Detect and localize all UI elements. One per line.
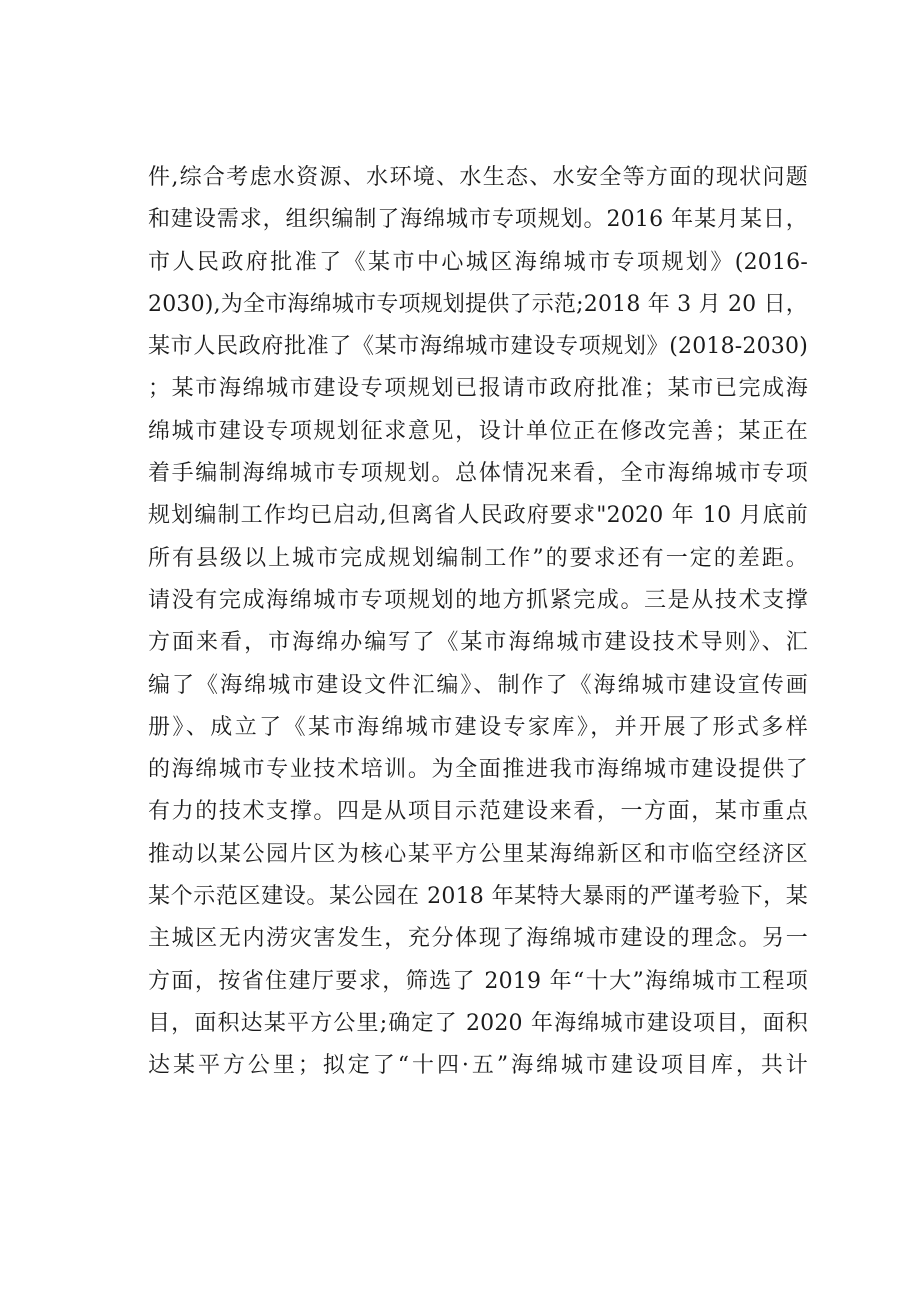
text-line: 着手编制海绵城市专项规划。总体情况来看，全市海绵城市专项 — [148, 461, 808, 487]
text-line: 市人民政府批准了《某市中心城区海绵城市专项规划》(2016- — [148, 249, 808, 275]
text-line: 的海绵城市专业技术培训。为全面推进我市海绵城市建设提供了 — [148, 757, 808, 783]
text-line: 请没有完成海绵城市专项规划的地方抓紧完成。三是从技术支撑 — [148, 587, 808, 613]
text-line: 规划编制工作均已启动,但离省人民政府要求"2020 年 10 月底前 — [148, 503, 808, 529]
text-line: 2030),为全市海绵城市专项规划提供了示范;2018 年 3 月 20 日， — [148, 291, 808, 317]
text-line: 某市人民政府批准了《某市海绵城市建设专项规划》(2018-2030) — [148, 334, 808, 360]
text-line: 某个示范区建设。某公园在 2018 年某特大暴雨的严谨考验下，某 — [148, 884, 808, 910]
text-line: 推动以某公园片区为核心某平方公里某海绵新区和市临空经济区 — [148, 841, 808, 867]
text-line: 所有县级以上城市完成规划编制工作”的要求还有一定的差距。 — [148, 545, 808, 571]
text-line: 方面来看，市海绵办编写了《某市海绵城市建设技术导则》、汇 — [148, 630, 808, 656]
text-line: 达某平方公里；拟定了“十四·五”海绵城市建设项目库，共计 — [148, 1053, 808, 1079]
body-paragraph — [148, 157, 808, 1088]
text-line: 和建设需求，组织编制了海绵城市专项规划。2016 年某月某日， — [148, 207, 808, 233]
text-line: 主城区无内涝灾害发生，充分体现了海绵城市建设的理念。另一 — [148, 926, 808, 952]
text-line: 目，面积达某平方公里;确定了 2020 年海绵城市建设项目，面积 — [148, 1010, 808, 1036]
text-line: 有力的技术支撑。四是从项目示范建设来看，一方面，某市重点 — [148, 799, 808, 825]
text-line: 件,综合考虑水资源、水环境、水生态、水安全等方面的现状问题 — [148, 165, 808, 190]
text-line: 绵城市建设专项规划征求意见，设计单位正在修改完善；某正在 — [148, 418, 808, 444]
text-line: 编了《海绵城市建设文件汇编》、制作了《海绵城市建设宣传画 — [148, 672, 808, 698]
text-line: 方面，按省住建厅要求，筛选了 2019 年“十大”海绵城市工程项 — [148, 968, 808, 994]
text-line: ；某市海绵城市建设专项规划已报请市政府批准；某市已完成海 — [148, 376, 808, 402]
text-line: 册》、成立了《某市海绵城市建设专家库》，并开展了形式多样 — [148, 714, 808, 740]
